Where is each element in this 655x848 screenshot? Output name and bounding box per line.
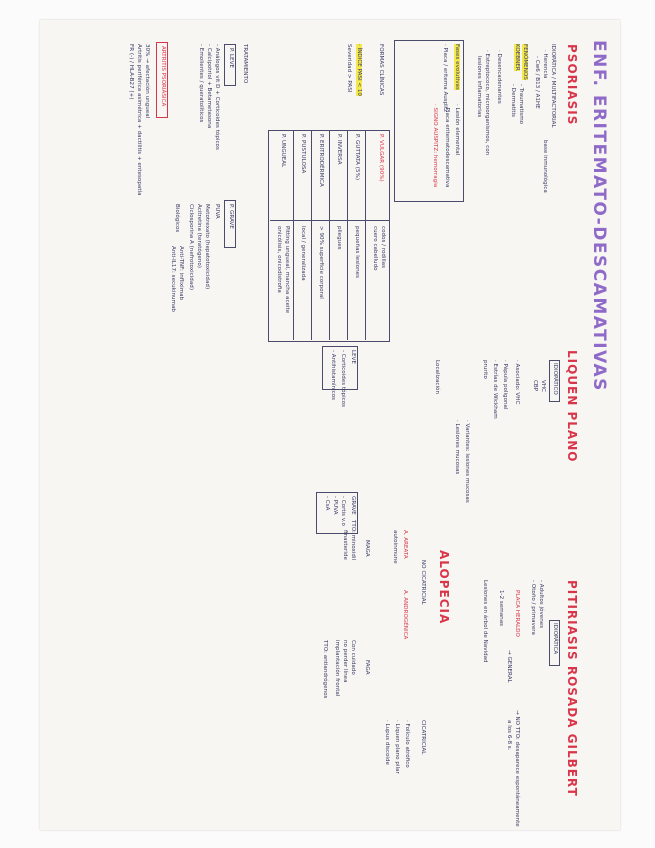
formas-row-line — [311, 130, 312, 340]
psoriasis-clinica-2: lesiones inflamatorias — [476, 56, 482, 118]
liquen-grave-2: - PUVA — [332, 496, 338, 515]
alopecia-maga: MAGA — [364, 540, 370, 557]
psoriasis-etiologia: IDIOPÁTICA / MULTIFACTORIAL — [550, 44, 556, 128]
alopecia-cicatricial: CICATRICIAL — [420, 720, 426, 755]
pitiriasis-no-tto: → NO TTO: desaparece espontáneamente — [514, 710, 520, 827]
p-grave-1: Metotrexato (hepatotoxicidad) — [204, 204, 210, 290]
psoriasis-base: base inmunológica — [542, 140, 548, 193]
psoriasis-koebner: KOEBNER — [514, 44, 520, 71]
alopecia-tto-faga: TTO: antiandrógenos — [322, 640, 328, 699]
alopecia-areata: A. AREATA — [402, 530, 408, 559]
artritis-1: 30% → afectación ungueal — [144, 44, 150, 119]
psoriasis-clinica-1: · Estreptococo, microorganismos, con — [484, 50, 490, 156]
liquen-variantes: · Variantes: lesiones mucosas — [464, 420, 470, 503]
p-vulgar-cuero: cuero cabelludo — [372, 226, 378, 271]
alopecia-liquen: · Liquen plano pilar — [394, 720, 400, 774]
psoriasis-lesion-elemental: · Lesión elemental — [454, 104, 460, 156]
p-ungueal: P. UNGUEAL — [280, 134, 286, 168]
liquen-grave-3: - CsA — [324, 496, 330, 511]
alopecia-faga-3: implantación frontal — [334, 640, 340, 697]
p-biologicos-2: Anti-IL17: secukinumab — [170, 246, 176, 312]
liquen-localizacion: Localización — [434, 360, 440, 395]
liquen-prurito: prurito — [482, 360, 488, 379]
pitiriasis-title: PITIRIASIS ROSADA GILBERT — [565, 580, 579, 797]
pitiriasis-placa: PLACA HERALDO — [514, 590, 520, 637]
liquen-grave: GRAVE — [350, 496, 356, 515]
psoriasis-traumatismo: - Traumatismo — [518, 84, 524, 125]
formas-row-line — [365, 130, 366, 340]
pitiriasis-lesiones: Lesiones en árbol de Navidad — [482, 580, 488, 663]
p-grave-3: Ciclosporina A (nefrotoxicidad) — [188, 204, 194, 290]
liquen-title: LIQUEN PLANO — [565, 350, 579, 463]
artritis-3: FR (-) / HLA-B27 (+) — [128, 44, 134, 100]
p-leve-2: - Calcipotriol + Betametasona — [206, 44, 212, 129]
p-pustulosa-desc: local / generalizada — [300, 226, 306, 281]
psoriasis-hla: - Cw6 / B13 / A1HE — [534, 56, 540, 109]
pitiriasis-etiologia: IDIOPÁTICA — [552, 623, 558, 655]
alopecia-no-cicatricial: NO CICATRICIAL — [420, 560, 426, 605]
liquen-cbp: CBP — [532, 380, 538, 392]
p-leve: P. LEVE — [228, 48, 234, 69]
pitiriasis-semanas: 1-2 semanas — [498, 590, 504, 627]
formas-row-line — [347, 130, 348, 340]
liquen-leve: LEVE — [350, 350, 356, 365]
liquen-estrias: · Estrías de Wickham — [492, 360, 498, 419]
liquen-leve-2: - Antihistamínicos — [330, 350, 336, 401]
alopecia-title: ALOPECIA — [437, 550, 451, 625]
p-biologicos-1: Anti-TNF: infliximab — [178, 246, 184, 301]
psoriasis-auspitz: · Placa / eritema Auspitz — [442, 44, 448, 112]
p-grave-puva: PUVA — [214, 204, 220, 219]
p-guttata: P. GUTTATA (5%) — [354, 134, 360, 181]
liquen-vhc: VHC — [540, 380, 546, 392]
liquen-asociado: · Asociado: VHC — [514, 360, 520, 405]
p-guttata-desc: pequeñas lesiones — [354, 226, 360, 278]
alopecia-faga-1: Con cuidado — [350, 640, 356, 675]
formas-row-line — [293, 130, 294, 340]
p-biologicos: Biológicos — [174, 204, 180, 233]
p-leve-1: - Análogos vit D + Corticoides tópicos — [214, 44, 220, 150]
p-grave-2: Acitretina (teratógeno) — [196, 204, 202, 268]
formas-col-line — [270, 220, 390, 221]
psoriasis-indice-2: Severidad > PASI — [346, 44, 352, 93]
psoriasis-title: PSORIASIS — [565, 44, 579, 126]
alopecia-faga-2: no perder línea — [342, 640, 348, 683]
psoriasis-placa: · Placa eritematodescamativa — [444, 104, 450, 188]
psoriasis-signo-auspitz: · SIGNO AUSPITZ: hemorragia — [432, 104, 438, 188]
pitiriasis-semanas-2: a los 6-8 s. — [506, 720, 512, 751]
psoriasis-dermatitis: - Dermatitis — [510, 84, 516, 118]
liquen-grave-1: - Cortis v.o — [340, 496, 346, 526]
rotated-content — [40, 20, 620, 830]
artritis-title: ARTRITIS PSORIÁSICA — [160, 46, 166, 107]
psoriasis-herencia: · Herencia — [542, 50, 548, 79]
liquen-placa: · Pápula poligonal — [502, 360, 508, 410]
alopecia-tto-maga-1: TTO: minoxidil — [350, 520, 356, 561]
psoriasis-formas: FORMAS CLÍNICAS — [378, 44, 384, 96]
p-vulgar: P. VULGAR (90%) — [378, 134, 384, 182]
p-inversa: P. INVERSA — [336, 134, 342, 165]
psoriasis-indice: · ÍNDICE PASI < 10 — [356, 44, 362, 96]
p-grave: P. GRAVE — [228, 204, 234, 229]
p-pustulosa: P. PUSTULOSA — [300, 134, 306, 174]
p-vulgar-codos: codos / rodillas — [380, 226, 386, 268]
pitiriasis-adultos: - Adultos jóvenes — [538, 580, 544, 629]
liquen-etiologia: IDIOPÁTICO — [552, 363, 558, 395]
psoriasis-tratamiento: TRATAMIENTO — [242, 44, 248, 84]
alopecia-foto: · Folículo atrófico — [404, 720, 410, 768]
pitiriasis-general: → GENERAL — [506, 650, 512, 683]
p-eritrodermica: P. ERITRODÉRMICA — [318, 134, 324, 187]
p-leve-3: - Emolientes / queratolíticos — [198, 44, 204, 123]
alopecia-tto-maga-2: finasteride — [342, 530, 348, 560]
artritis-2: Artritis periférica asimétrica + dactilitis + entesopatía — [136, 44, 142, 196]
p-eritro-desc: > 90% superficie corporal — [318, 226, 324, 299]
page-title: ENF. ERITEMATO-DESCAMATIVAS — [589, 40, 609, 392]
psoriasis-desencadenantes: · Desencadenantes — [496, 50, 502, 104]
p-ungueal-desc: Pitting ungueal, mancha aceite — [284, 226, 290, 314]
notes-sheet — [40, 20, 620, 830]
liquen-mucosas: · Lesiones mucosas — [454, 420, 460, 475]
psoriasis-fenomenos: FENÓMENOS — [522, 44, 528, 80]
liquen-leve-1: - Corticoides tópicos — [340, 350, 346, 408]
alopecia-faga: FAGA — [364, 660, 370, 675]
p-inversa-desc: pliegues — [336, 226, 342, 250]
psoriasis-fases: Fases evolutivas — [454, 44, 460, 90]
alopecia-lupus: · Lupus discoide — [384, 720, 390, 765]
alopecia-autoinmune: autoinmune — [392, 530, 398, 564]
p-ungueal-desc-2: onicólisis, onicodistrofia — [276, 226, 282, 293]
alopecia-androgenica: A. ANDROGÉNICA — [402, 590, 408, 640]
pitiriasis-otono: - Otoño / primavera — [530, 580, 536, 635]
formas-row-line — [329, 130, 330, 340]
